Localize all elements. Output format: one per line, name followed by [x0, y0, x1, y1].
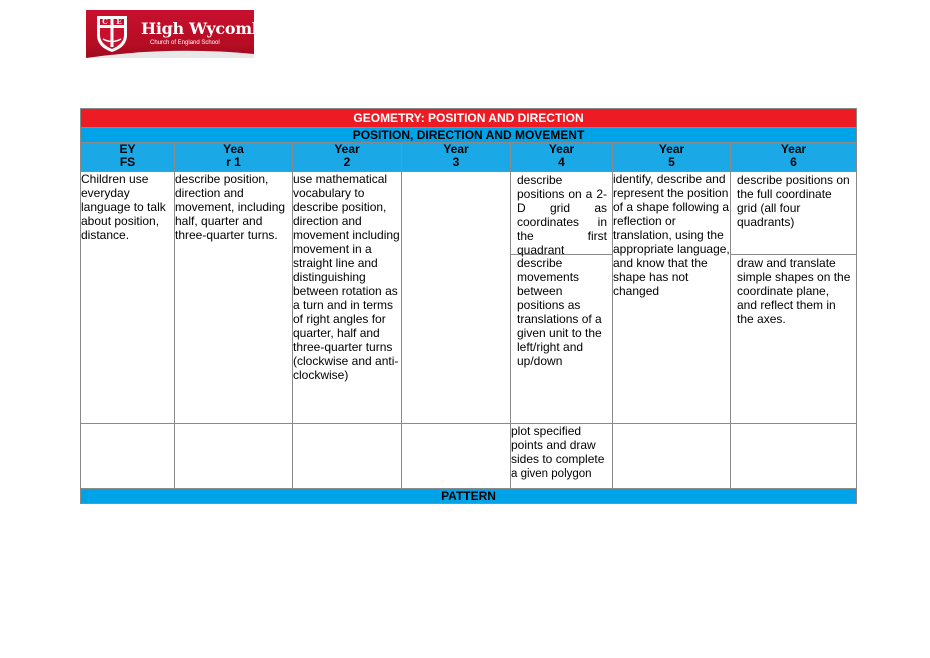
- curriculum-table: [80, 108, 857, 504]
- header-eyfs: EY FS: [81, 143, 175, 172]
- polygon-text: plot specified points and draw sides to complete: [511, 424, 605, 466]
- header-year1: Yea r 1: [175, 143, 293, 172]
- logo-swoosh: [86, 48, 254, 58]
- content-row: [81, 172, 857, 424]
- crest-icon: [94, 13, 130, 53]
- table-title: GEOMETRY: POSITION AND DIRECTION: [81, 109, 857, 128]
- school-subtitle: Church of England School: [150, 40, 220, 46]
- cell-year2: use mathematical vocabulary to describe position, direction and movement including movement in a straight line and distinguishing between rotation as a turn and in terms of right angles for quarter, half and three-quarter turns (clockwise and anti-clockwise): [293, 172, 402, 424]
- cell-year5: identify, describe and represent the position of a shape following a reflection or translation, using the appropriate language, and know that the shape has not changed: [613, 172, 731, 424]
- cell-year3-2: [402, 424, 511, 489]
- cell-year6-coordinates: describe positions on the full coordinate grid (all four quadrants): [731, 172, 856, 255]
- footer-row: [81, 489, 857, 504]
- school-name: High Wycombe: [141, 19, 273, 38]
- cell-year4-polygon: [511, 424, 613, 489]
- section-pattern: PATTERN: [81, 489, 857, 504]
- header-year2: Year 2: [293, 143, 402, 172]
- cell-year6-translate: draw and translate simple shapes on the coordinate plane, and reflect them in the axes.: [737, 256, 851, 326]
- subtitle-row: [81, 128, 857, 143]
- cell-year6: [731, 172, 857, 424]
- cell-eyfs-2: [81, 424, 175, 489]
- header-year3: Year 3: [402, 143, 511, 172]
- cell-year5-2: [613, 424, 731, 489]
- header-year4: Year 4: [511, 143, 613, 172]
- polygon-text-tail: a given polygon: [511, 468, 592, 480]
- header-row: [81, 143, 857, 172]
- cell-year1: describe position, direction and movement, including half, quarter and three-quarter turns.: [175, 172, 293, 424]
- title-row: [81, 109, 857, 128]
- crest-letter-right: E: [116, 17, 122, 26]
- cell-year3: [402, 172, 511, 424]
- school-logo: [86, 10, 273, 58]
- header-year6: Year 6: [731, 143, 857, 172]
- cell-eyfs: Children use everyday language to talk about position, distance.: [81, 172, 175, 424]
- cell-year6-2: [731, 424, 857, 489]
- header-year5: Year 5: [613, 143, 731, 172]
- cell-year1-2: [175, 424, 293, 489]
- cell-year4: [511, 172, 613, 424]
- table-subtitle: POSITION, DIRECTION AND MOVEMENT: [81, 128, 857, 143]
- cell-year4-coordinates: describe positions on a 2-D grid as coordinates in the first quadrant: [511, 172, 612, 255]
- cell-year4-movements: describe movements between positions as translations of a given unit to the left/right and up/down: [517, 256, 602, 368]
- content-row-2: [81, 424, 857, 489]
- cell-year2-2: [293, 424, 402, 489]
- crest-letter-left: C: [102, 17, 108, 26]
